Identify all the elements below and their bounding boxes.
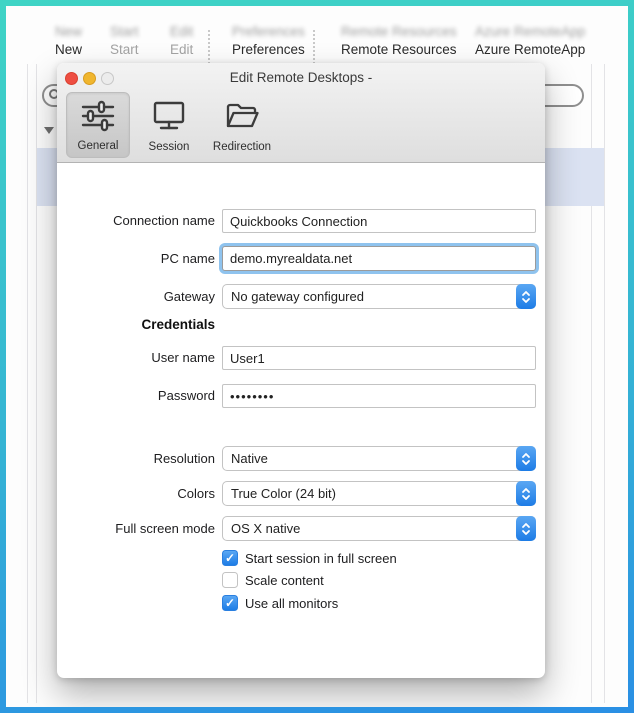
user-name-input[interactable] — [222, 346, 536, 370]
app-background — [6, 6, 628, 707]
colors-select[interactable] — [222, 481, 536, 506]
resolution-label: Resolution — [153, 451, 215, 466]
tab-general[interactable] — [66, 92, 130, 158]
pc-name-input[interactable] — [222, 246, 536, 271]
gateway-select[interactable] — [222, 284, 536, 309]
tab-session[interactable] — [140, 92, 198, 158]
disclosure-triangle-icon[interactable] — [44, 127, 54, 134]
menu-item-preferences[interactable]: Preferences — [232, 42, 305, 57]
minimize-button[interactable] — [83, 72, 96, 85]
sliders-icon — [80, 100, 116, 134]
use-all-monitors-checkbox[interactable] — [222, 595, 238, 611]
user-name-label: User name — [151, 350, 215, 365]
up-down-chevrons-icon[interactable] — [516, 516, 536, 541]
motion-blur-ghost: New Start Edit Preferences Remote Resources Azure RemoteApp — [55, 24, 586, 39]
tab-redirection[interactable] — [205, 92, 279, 158]
up-down-chevrons-icon[interactable] — [516, 446, 536, 471]
checkbox-row — [222, 549, 397, 567]
colors-select-value: True Color (24 bit) — [231, 486, 336, 501]
scale-content-checkbox[interactable] — [222, 572, 238, 588]
check-icon: ✓ — [224, 551, 236, 565]
close-button[interactable] — [65, 72, 78, 85]
up-down-chevrons-icon[interactable] — [516, 481, 536, 506]
menu-item-azure-remoteapp[interactable]: Azure RemoteApp — [475, 42, 586, 57]
gateway-label: Gateway — [163, 289, 215, 304]
menu-item-remote-resources[interactable]: Remote Resources — [341, 42, 457, 57]
menu-item-new[interactable]: New — [55, 42, 83, 57]
password-input[interactable] — [222, 384, 536, 408]
connection-name-input[interactable] — [222, 209, 536, 233]
start-session-fullscreen-checkbox[interactable] — [222, 550, 238, 566]
checkbox-row — [222, 594, 338, 612]
full-screen-mode-label: Full screen mode — [115, 521, 215, 536]
dialog-titlebar — [57, 63, 545, 163]
zoom-button-disabled — [101, 72, 114, 85]
window-edge-line — [604, 64, 605, 703]
resolution-select-value: Native — [231, 451, 268, 466]
tab-session-label: Session — [148, 141, 190, 153]
open-folder-icon — [223, 99, 261, 133]
check-icon: ✓ — [224, 596, 236, 610]
menu-item-start[interactable]: Start — [110, 42, 139, 57]
edit-remote-desktops-dialog — [57, 63, 545, 678]
tab-redirection-label: Redirection — [212, 141, 272, 153]
pc-name-label: PC name — [160, 251, 215, 266]
dialog-title: Edit Remote Desktops - — [229, 70, 373, 85]
resolution-select[interactable] — [222, 446, 536, 471]
credentials-heading: Credentials — [141, 317, 215, 332]
colors-label: Colors — [177, 486, 215, 501]
up-down-chevrons-icon[interactable] — [516, 284, 536, 309]
full-screen-mode-select[interactable] — [222, 516, 536, 541]
password-label: Password — [157, 388, 215, 403]
gateway-select-value: No gateway configured — [231, 289, 364, 304]
window-edge-line — [27, 64, 28, 703]
connection-name-label: Connection name — [113, 213, 215, 228]
use-all-monitors-label[interactable]: Use all monitors — [245, 595, 339, 611]
start-session-fullscreen-label[interactable]: Start session in full screen — [245, 550, 397, 566]
scale-content-label[interactable]: Scale content — [245, 572, 324, 588]
checkbox-row — [222, 571, 324, 589]
monitor-icon — [150, 99, 188, 133]
toolbar-menu — [6, 42, 628, 64]
menu-item-edit[interactable]: Edit — [170, 42, 194, 57]
tab-general-label: General — [77, 140, 119, 152]
full-screen-mode-select-value: OS X native — [231, 521, 301, 536]
